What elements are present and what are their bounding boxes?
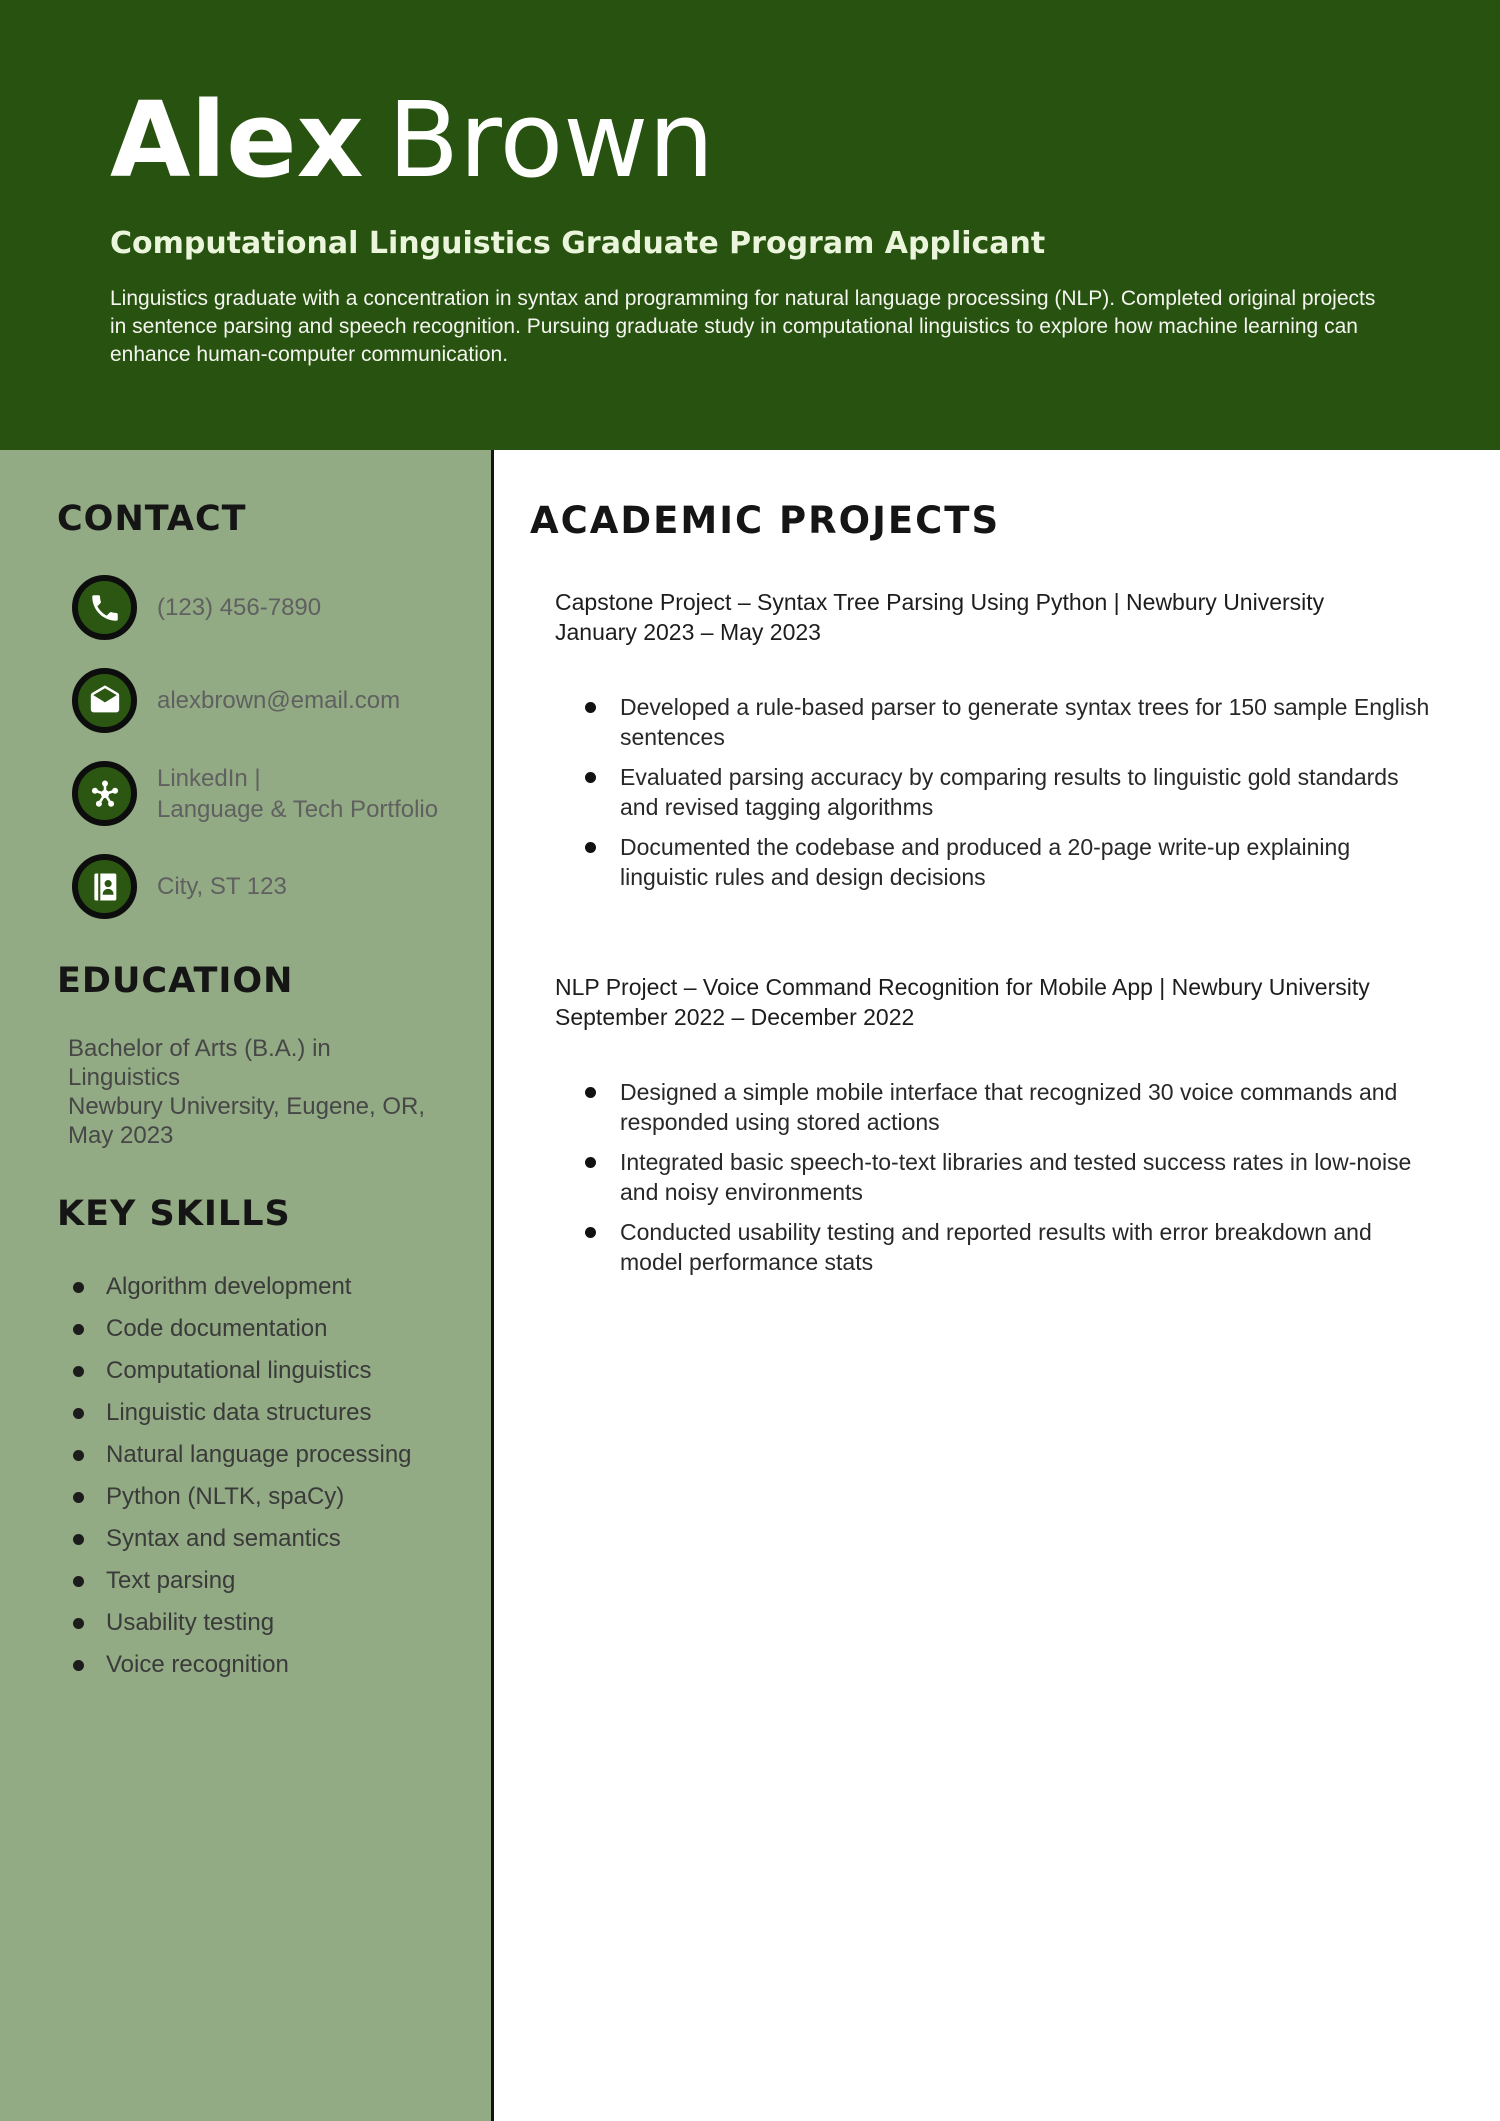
project-title: NLP Project – Voice Command Recognition for Mobile App | Newbury University xyxy=(555,974,1370,1000)
skill-item: Algorithm development xyxy=(57,1266,463,1308)
project-dates: January 2023 – May 2023 xyxy=(555,619,821,645)
bullet-item xyxy=(555,692,1440,752)
education-date-line: May 2023 xyxy=(68,1122,174,1149)
skill-item: Usability testing xyxy=(57,1602,463,1644)
main-column xyxy=(494,450,1500,2121)
bullet-text: Evaluated parsing accuracy by comparing results to linguistic gold standards and revised tagging algorithms xyxy=(620,764,1399,820)
contact-heading: CONTACT xyxy=(57,499,247,539)
first-name: Alex xyxy=(110,79,364,201)
bullet-dot xyxy=(585,702,596,713)
project-title: Capstone Project – Syntax Tree Parsing Using Python | Newbury University xyxy=(555,589,1325,615)
skill-item: Natural language processing xyxy=(57,1434,463,1476)
email-address: alexbrown@email.com xyxy=(157,687,401,714)
location-text: City, ST 123 xyxy=(157,873,287,900)
bullet-item xyxy=(555,1147,1440,1207)
academic-projects-heading: ACADEMIC PROJECTS xyxy=(530,499,1001,542)
contact-row-location xyxy=(57,854,463,919)
header-band xyxy=(0,0,1500,450)
project-bullets xyxy=(555,1077,1440,1277)
address-book-icon xyxy=(72,854,137,919)
education-heading: EDUCATION xyxy=(57,961,294,1001)
email-icon xyxy=(72,668,137,733)
bullet-item xyxy=(555,762,1440,822)
bullet-dot xyxy=(585,1157,596,1168)
bullet-text: Developed a rule-based parser to generate syntax trees for 150 sample English sentences xyxy=(620,694,1430,750)
bullet-text: Conducted usability testing and reported results with error breakdown and model performance stats xyxy=(620,1219,1372,1275)
phone-icon xyxy=(72,575,137,640)
education-school-line: Newbury University, Eugene, OR, xyxy=(68,1093,426,1120)
bullet-dot xyxy=(585,1227,596,1238)
project-dates: September 2022 – December 2022 xyxy=(555,1004,915,1030)
network-icon xyxy=(72,761,137,826)
contact-list xyxy=(57,575,463,919)
education-degree-line-1: Bachelor of Arts (B.A.) in xyxy=(68,1035,331,1062)
contact-row-linkedin xyxy=(57,761,463,826)
sidebar xyxy=(0,450,494,2121)
bullet-text: Designed a simple mobile interface that recognized 30 voice commands and responded using stored actions xyxy=(620,1079,1398,1135)
skill-item: Computational linguistics xyxy=(57,1350,463,1392)
linkedin-line-1: LinkedIn | xyxy=(157,764,261,792)
project-nlp xyxy=(555,972,1440,1277)
linkedin-portfolio xyxy=(157,763,438,825)
linkedin-line-2: Language & Tech Portfolio xyxy=(157,795,439,823)
key-skills-heading: KEY SKILLS xyxy=(57,1194,291,1234)
summary-paragraph: Linguistics graduate with a concentration in syntax and programming for natural language processing (NLP). Completed original projects in sentence parsing and speech recognition. Pursuing graduate study in computational linguistics to explore how machine learning can enhance human-computer communication. xyxy=(110,287,1376,366)
skill-item: Voice recognition xyxy=(57,1644,463,1686)
skill-item: Syntax and semantics xyxy=(57,1518,463,1560)
bullet-text: Documented the codebase and produced a 20-page write-up explaining linguistic rules and design decisions xyxy=(620,834,1351,890)
applicant-name xyxy=(110,79,1410,201)
education-degree-line-2: Linguistics xyxy=(68,1064,181,1091)
skill-item: Code documentation xyxy=(57,1308,463,1350)
bullet-text: Integrated basic speech-to-text libraries and tested success rates in low-noise and noisy environments xyxy=(620,1149,1412,1205)
bullet-dot xyxy=(585,772,596,783)
project-capstone xyxy=(555,587,1440,892)
bullet-dot xyxy=(585,1087,596,1098)
contact-row-email xyxy=(57,668,463,733)
skill-item: Linguistic data structures xyxy=(57,1392,463,1434)
contact-row-phone xyxy=(57,575,463,640)
bullet-item xyxy=(555,1217,1440,1277)
bullet-item xyxy=(555,832,1440,892)
skills-list xyxy=(57,1266,463,1686)
skill-item: Python (NLTK, spaCy) xyxy=(57,1476,463,1518)
project-bullets xyxy=(555,692,1440,892)
body-columns xyxy=(0,450,1500,2121)
applicant-title: Computational Linguistics Graduate Program Applicant xyxy=(110,226,1046,261)
bullet-item xyxy=(555,1077,1440,1137)
bullet-dot xyxy=(585,842,596,853)
last-name: Brown xyxy=(387,79,715,201)
phone-number: (123) 456-7890 xyxy=(157,594,322,621)
skill-item: Text parsing xyxy=(57,1560,463,1602)
education-details xyxy=(68,1034,463,1150)
